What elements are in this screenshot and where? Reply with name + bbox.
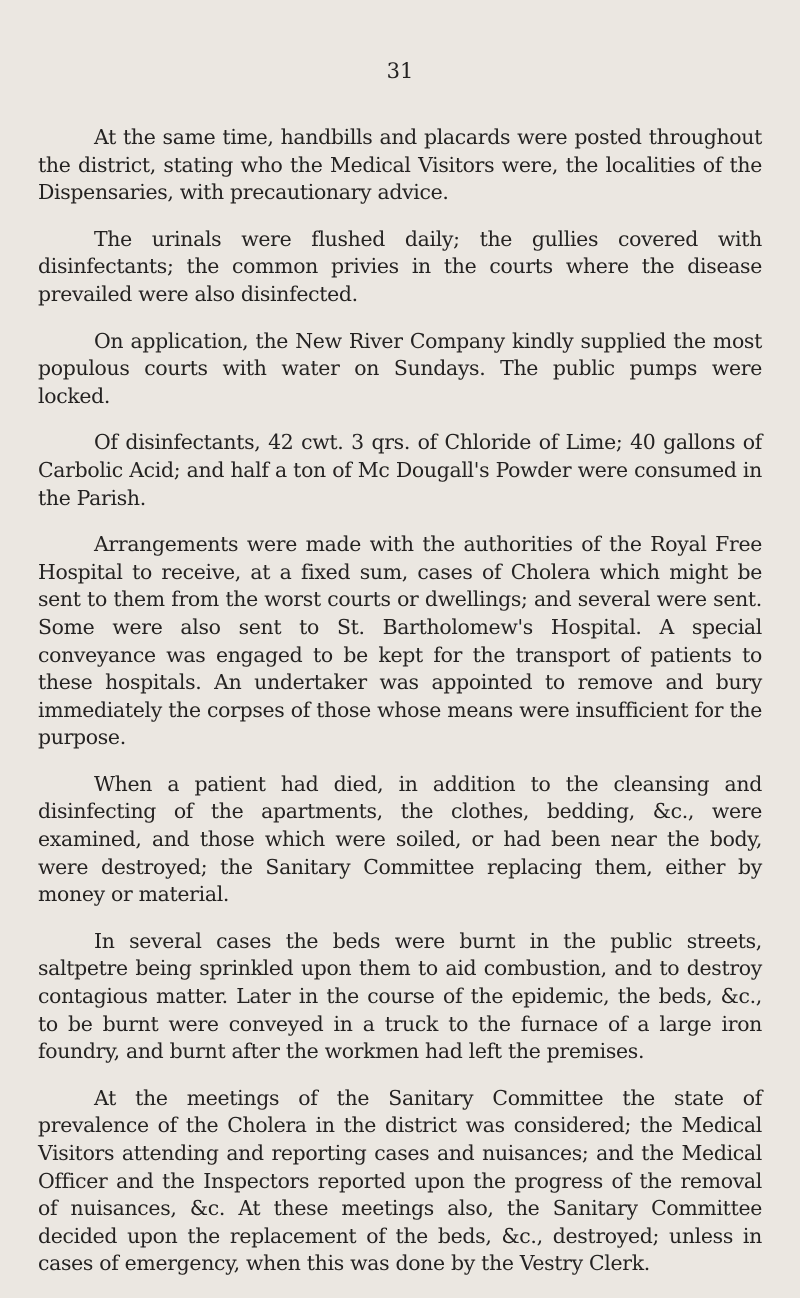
paragraph-water-supply: On application, the New River Company kindly supplied the most populous courts with water on Sundays. The public pumps were locked. <box>38 328 762 408</box>
paragraph-urinals: The urinals were flushed daily; the gullies covered with disinfectants; the common privies in the courts where the disease prevailed were also disinfected. <box>38 226 762 306</box>
paragraph-patient-died: When a patient had died, in addition to the cleansing and disinfecting of the apartments, the clothes, bedding, &c., were examined, and those which were soiled, or had been near the body, were destroyed; the Sanitary Committee replacing them, either by money or material. <box>38 771 762 907</box>
page-number: 31 <box>386 59 414 83</box>
paragraph-committee-meetings: At the meetings of the Sanitary Committee the state of prevalence of the Cholera in the district was considered; the Medical Visitors attending and reporting cases and nuisances; and the Medical Officer and the Inspectors reported upon the progress of the removal of nuisances, &c. At these meetings also, the Sanitary Committee decided upon the replacement of the beds, &c., destroyed; unless in cases of emergency, when this was done by the Vestry Clerk. <box>38 1085 762 1276</box>
paragraph-disinfectants: Of disinfectants, 42 cwt. 3 qrs. of Chloride of Lime; 40 gallons of Carbolic Acid; and half a ton of Mc Dougall's Powder were consumed in the Parish. <box>38 430 762 510</box>
paragraph-hospital-arrangements: Arrangements were made with the authorities of the Royal Free Hospital to receive, at a fixed sum, cases of Cholera which might be sent to them from the worst courts or dwellings; and several were sent. Some were also sent to St. Bartholomew's Hospital. A special conveyance was engaged to be kept for the transport of patients to these hospitals. An undertaker was appointed to remove and bury immediately the corpses of those whose means were insufficient for the purpose. <box>38 532 762 750</box>
paragraph-handbills: At the same time, handbills and placards were posted throughout the district, stating who the Medical Visitors were, the localities of the Dispensaries, with precautionary advice. <box>38 125 762 205</box>
paragraph-beds-burnt: In several cases the beds were burnt in the public streets, saltpetre being sprinkled upon them to aid combustion, and to destroy contagious matter. Later in the course of the epidemic, the beds, &c., to be burnt were conveyed in a truck to the furnace of a large iron foundry, and burnt after the workmen had left the premises. <box>38 928 762 1064</box>
